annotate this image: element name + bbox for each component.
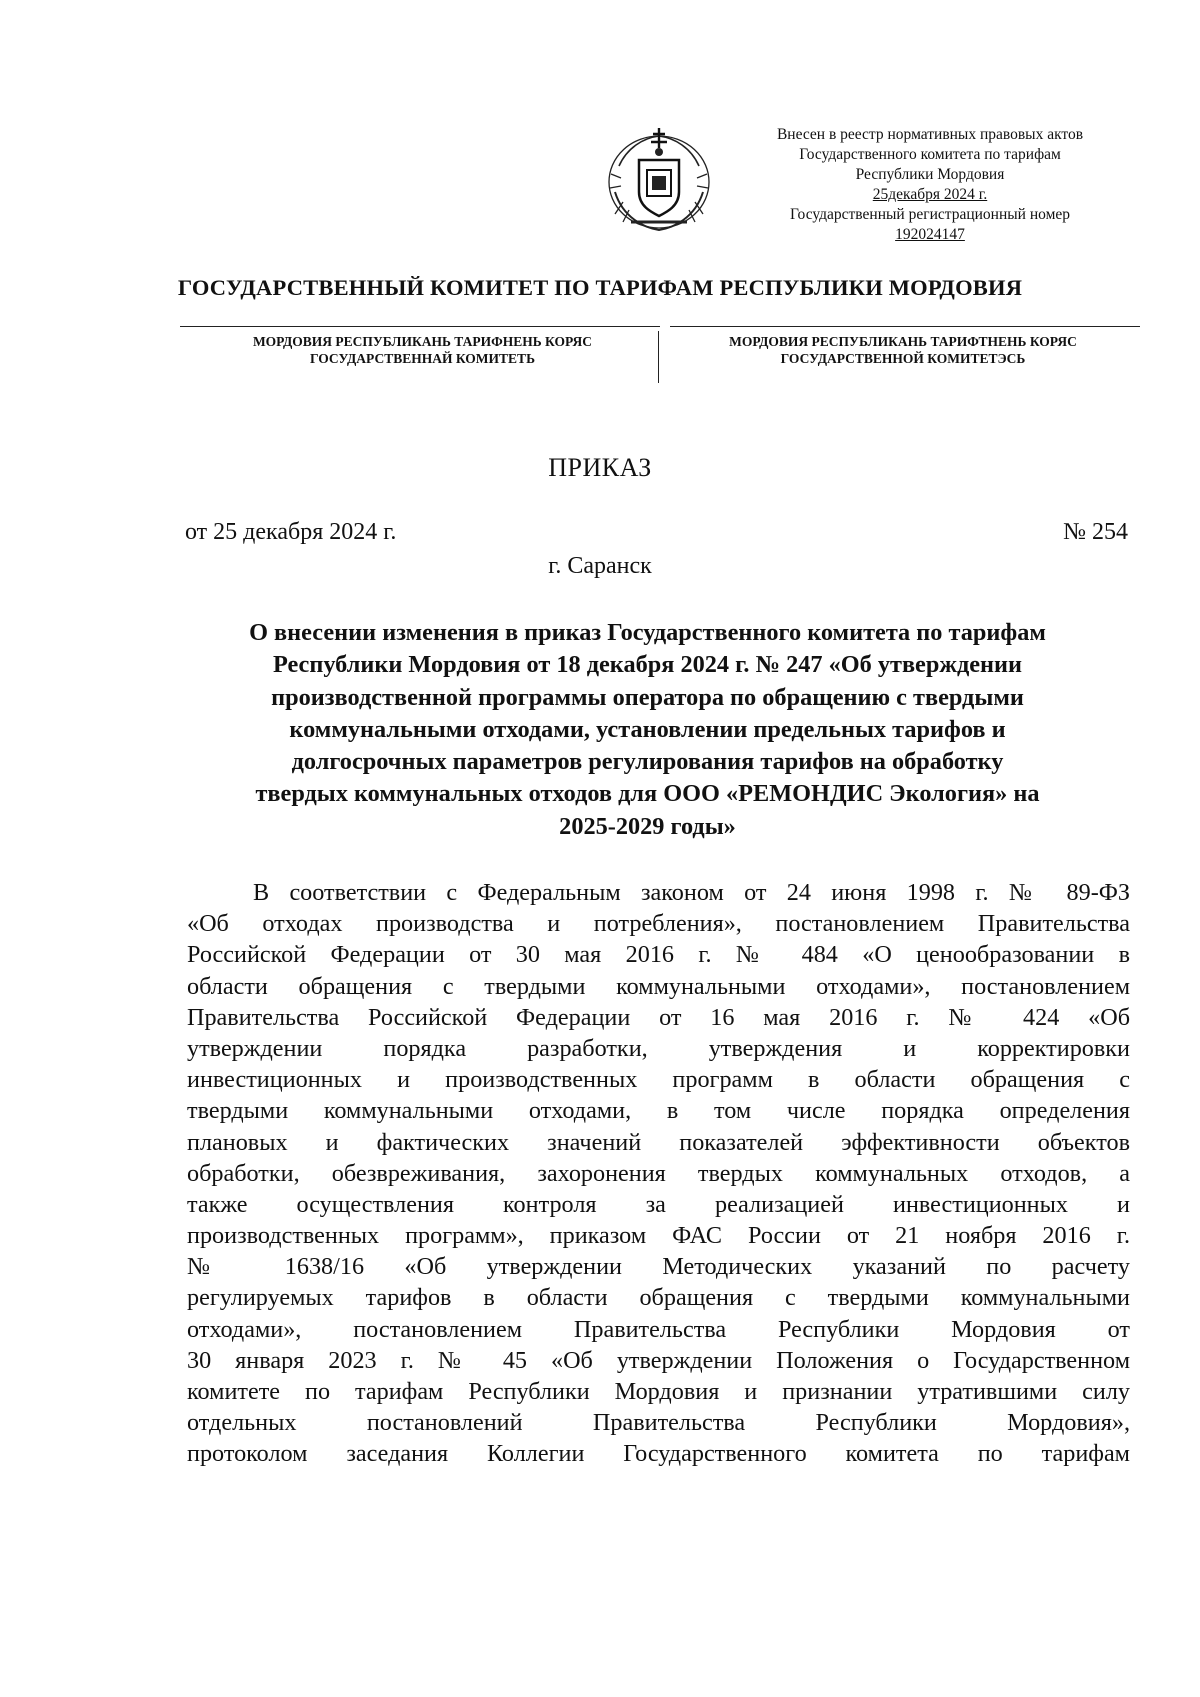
body-line: 30 января 2023 г. № 45 «Об утверждении Положения о Государственном [187,1346,1130,1374]
body-line: отходами», постановлением Правительства Республики Мордовия от [187,1315,1130,1343]
body-line: Правительства Российской Федерации от 16 мая 2016 г. № 424 «Об [187,1003,1130,1031]
body-paragraph [187,877,1130,1470]
registry-date: 25декабря 2024 г. [872,186,988,203]
subtitle-right-line-2: ГОСУДАРСТВЕННОЙ КОМИТЕТЭСЬ [780,351,1026,366]
heading-line: производственной программы оператора по обращению с твердыми [271,683,1024,711]
heading-line: 2025-2029 годы» [559,812,736,840]
body-line: инвестиционных и производственных программ в области обращения с [187,1066,1130,1094]
order-heading [180,617,1115,843]
heading-line: коммунальными отходами, установлении предельных тарифов и [289,715,1006,743]
body-line: плановых и фактических значений показателей эффективности объектов [187,1128,1130,1156]
order-date: от 25 декабря 2024 г. [185,519,397,545]
registry-note [730,125,1130,245]
heading-line: Республики Мордовия от 18 декабря 2024 г. № 247 «Об утверждении [272,651,1023,679]
order-number: № 254 [1063,519,1128,545]
body-line: обработки, обезвреживания, захоронения твердых коммунальных отходов, а [187,1159,1130,1187]
heading-line: твердых коммунальных отходов для ООО «РЕМОНДИС Экология» на [255,780,1040,808]
registry-line-2: Государственного комитета по тарифам [799,146,1061,163]
body-line: также осуществления контроля за реализацией инвестиционных и [187,1190,1130,1218]
subtitle-left-line-2: ГОСУДАРСТВЕННАЙ КОМИТЕТЬ [309,351,535,366]
header-rule-left [180,326,660,327]
header-rule-right [670,326,1140,327]
coat-of-arms-emblem [601,122,717,238]
organization-title: ГОСУДАРСТВЕННЫЙ КОМИТЕТ ПО ТАРИФАМ РЕСПУБЛИКИ МОРДОВИЯ [177,275,1023,300]
registry-line-5: Государственный регистрационный номер [789,206,1071,223]
body-line: протоколом заседания Коллегии Государственного комитета по тарифам [187,1440,1130,1468]
body-line: Российской Федерации от 30 мая 2016 г. № 484 «О ценообразовании в [187,941,1130,969]
subtitle-left [195,333,650,367]
body-line: комитете по тарифам Республики Мордовия и признании утратившими силу [187,1378,1130,1405]
header-divider [658,331,659,383]
body-line: «Об отходах производства и потребления», постановлением Правительства [187,910,1130,938]
body-line: твердыми коммунальными отходами, в том числе порядка определения [187,1097,1130,1125]
heading-line: О внесении изменения в приказ Государственного комитета по тарифам [249,619,1046,646]
body-line: В соответствии с Федеральным законом от 24 июня 1998 г. № 89-ФЗ [253,879,1130,906]
body-line: отдельных постановлений Правительства Республики Мордовия», [187,1409,1130,1437]
document-type-title: ПРИКАЗ [548,453,652,482]
body-line: производственных программ», приказом ФАС России от 21 ноября 2016 г. [187,1222,1130,1250]
registry-line-1: Внесен в реестр нормативных правовых актов [776,126,1084,143]
issue-city: г. Саранск [548,553,652,579]
subtitle-right [668,333,1138,367]
registry-number: 192024147 [895,226,965,243]
body-line: утверждении порядка разработки, утверждения и корректировки [187,1034,1130,1062]
body-line: области обращения с твердыми коммунальными отходами», постановлением [187,972,1130,1000]
body-line: № 1638/16 «Об утверждении Методических указаний по расчету [187,1253,1130,1281]
body-line: регулируемых тарифов в области обращения с твердыми коммунальными [187,1284,1130,1312]
subtitle-right-line-1: МОРДОВИЯ РЕСПУБЛИКАНЬ ТАРИФТНЕНЬ КОРЯС [729,334,1077,349]
subtitle-left-line-1: МОРДОВИЯ РЕСПУБЛИКАНЬ ТАРИФНЕНЬ КОРЯС [252,334,593,349]
heading-line: долгосрочных параметров регулирования тарифов на обработку [291,748,1004,776]
registry-line-3: Республики Мордовия [855,166,1005,183]
